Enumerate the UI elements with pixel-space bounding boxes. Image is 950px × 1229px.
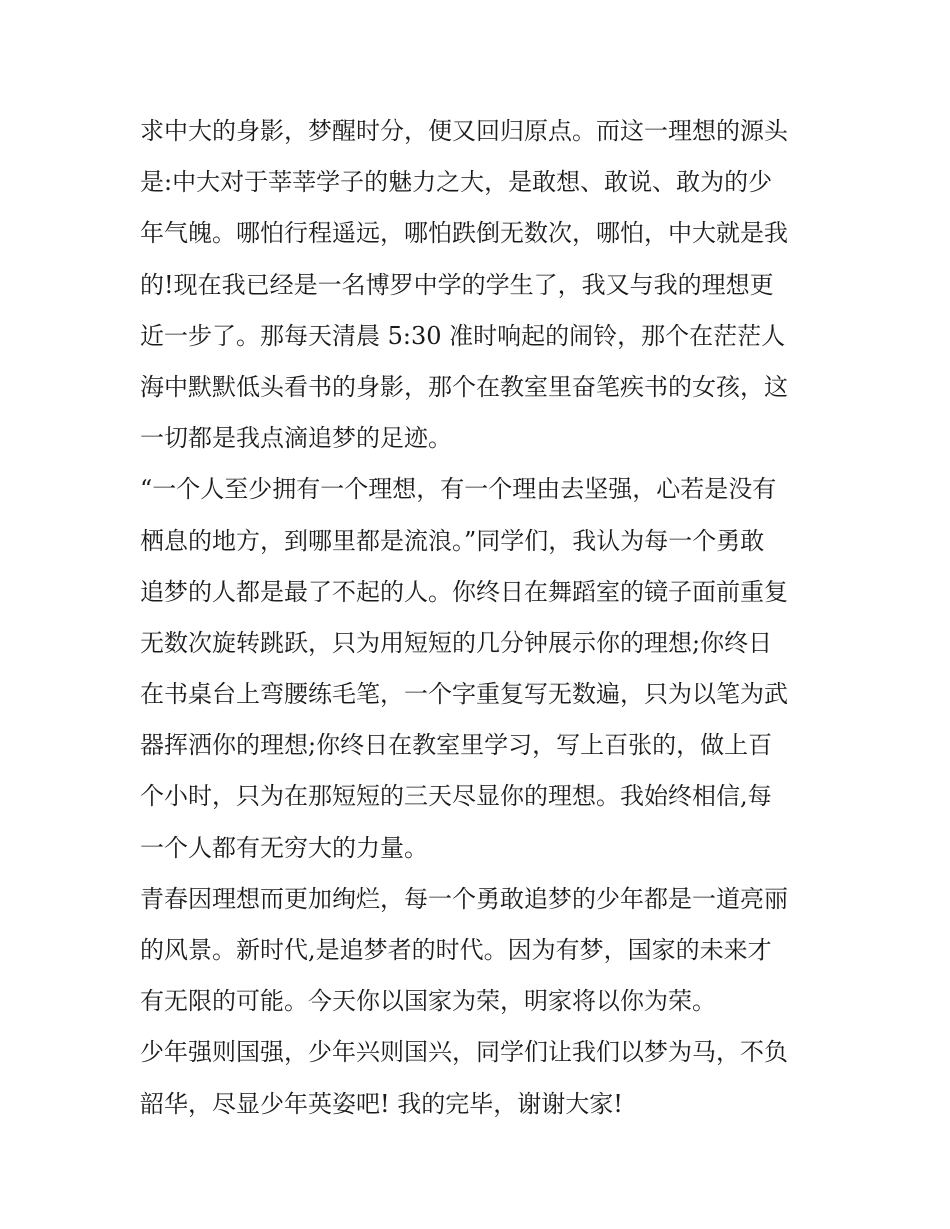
paragraph-1 <box>140 106 820 464</box>
text-line: 的!现在我已经是一名博罗中学的学生了，我又与我的理想更 <box>140 270 774 299</box>
text-line: 韶华，尽显少年英姿吧! 我的完毕，谢谢大家! <box>140 1089 623 1118</box>
text-line: 一切都是我点滴追梦的足迹。 <box>140 424 452 453</box>
text-line: 青春因理想而更加绚烂，每一个勇敢追梦的少年都是一道亮丽 <box>140 884 788 913</box>
text-line: 海中默默低头看书的身影，那个在教室里奋笔疾书的女孩，这 <box>140 372 788 401</box>
text-line: “一个人至少拥有一个理想，有一个理由去坚强，心若是没有 <box>140 475 777 504</box>
text-line: 在书桌台上弯腰练毛笔，一个字重复写无数遍，只为以笔为武 <box>140 680 788 709</box>
paragraph-2 <box>140 464 820 874</box>
text-line: 无数次旋转跳跃，只为用短短的几分钟展示你的理想;你终日 <box>140 628 773 657</box>
paragraph-4 <box>140 1027 820 1129</box>
text-line: 少年强则国强，少年兴则国兴，同学们让我们以梦为马，不负 <box>140 1038 788 1067</box>
text-line: 栖息的地方，到哪里都是流浪。”同学们，我认为每一个勇敢 <box>140 526 765 555</box>
text-line: 有无限的可能。今天你以国家为荣，明家将以你为荣。 <box>140 987 716 1016</box>
text-line: 追梦的人都是最了不起的人。你终日在舞蹈室的镜子面前重复 <box>140 577 788 606</box>
text-line: 是:中大对于莘莘学子的魅力之大，是敢想、敢说、敢为的少 <box>140 168 773 197</box>
text-line: 近一步了。那每天清晨 5:30 准时响起的闹铃，那个在茫茫人 <box>140 321 786 350</box>
text-line: 的风景。新时代,是追梦者的时代。因为有梦，国家的未来才 <box>140 936 772 964</box>
text-line: 器挥洒你的理想;你终日在教室里学习，写上百张的，做上百 <box>140 731 773 760</box>
text-line: 年气魄。哪怕行程遥远，哪怕跌倒无数次，哪怕，中大就是我 <box>140 219 788 248</box>
text-line: 个小时，只为在那短短的三天尽显你的理想。我始终相信,每 <box>140 782 772 811</box>
text-line: 求中大的身影，梦醒时分，便又回归原点。而这一理想的源头 <box>140 117 788 145</box>
body-text <box>140 106 820 1130</box>
paragraph-3 <box>140 874 820 1028</box>
text-line: 一个人都有无穷大的力量。 <box>140 833 428 862</box>
